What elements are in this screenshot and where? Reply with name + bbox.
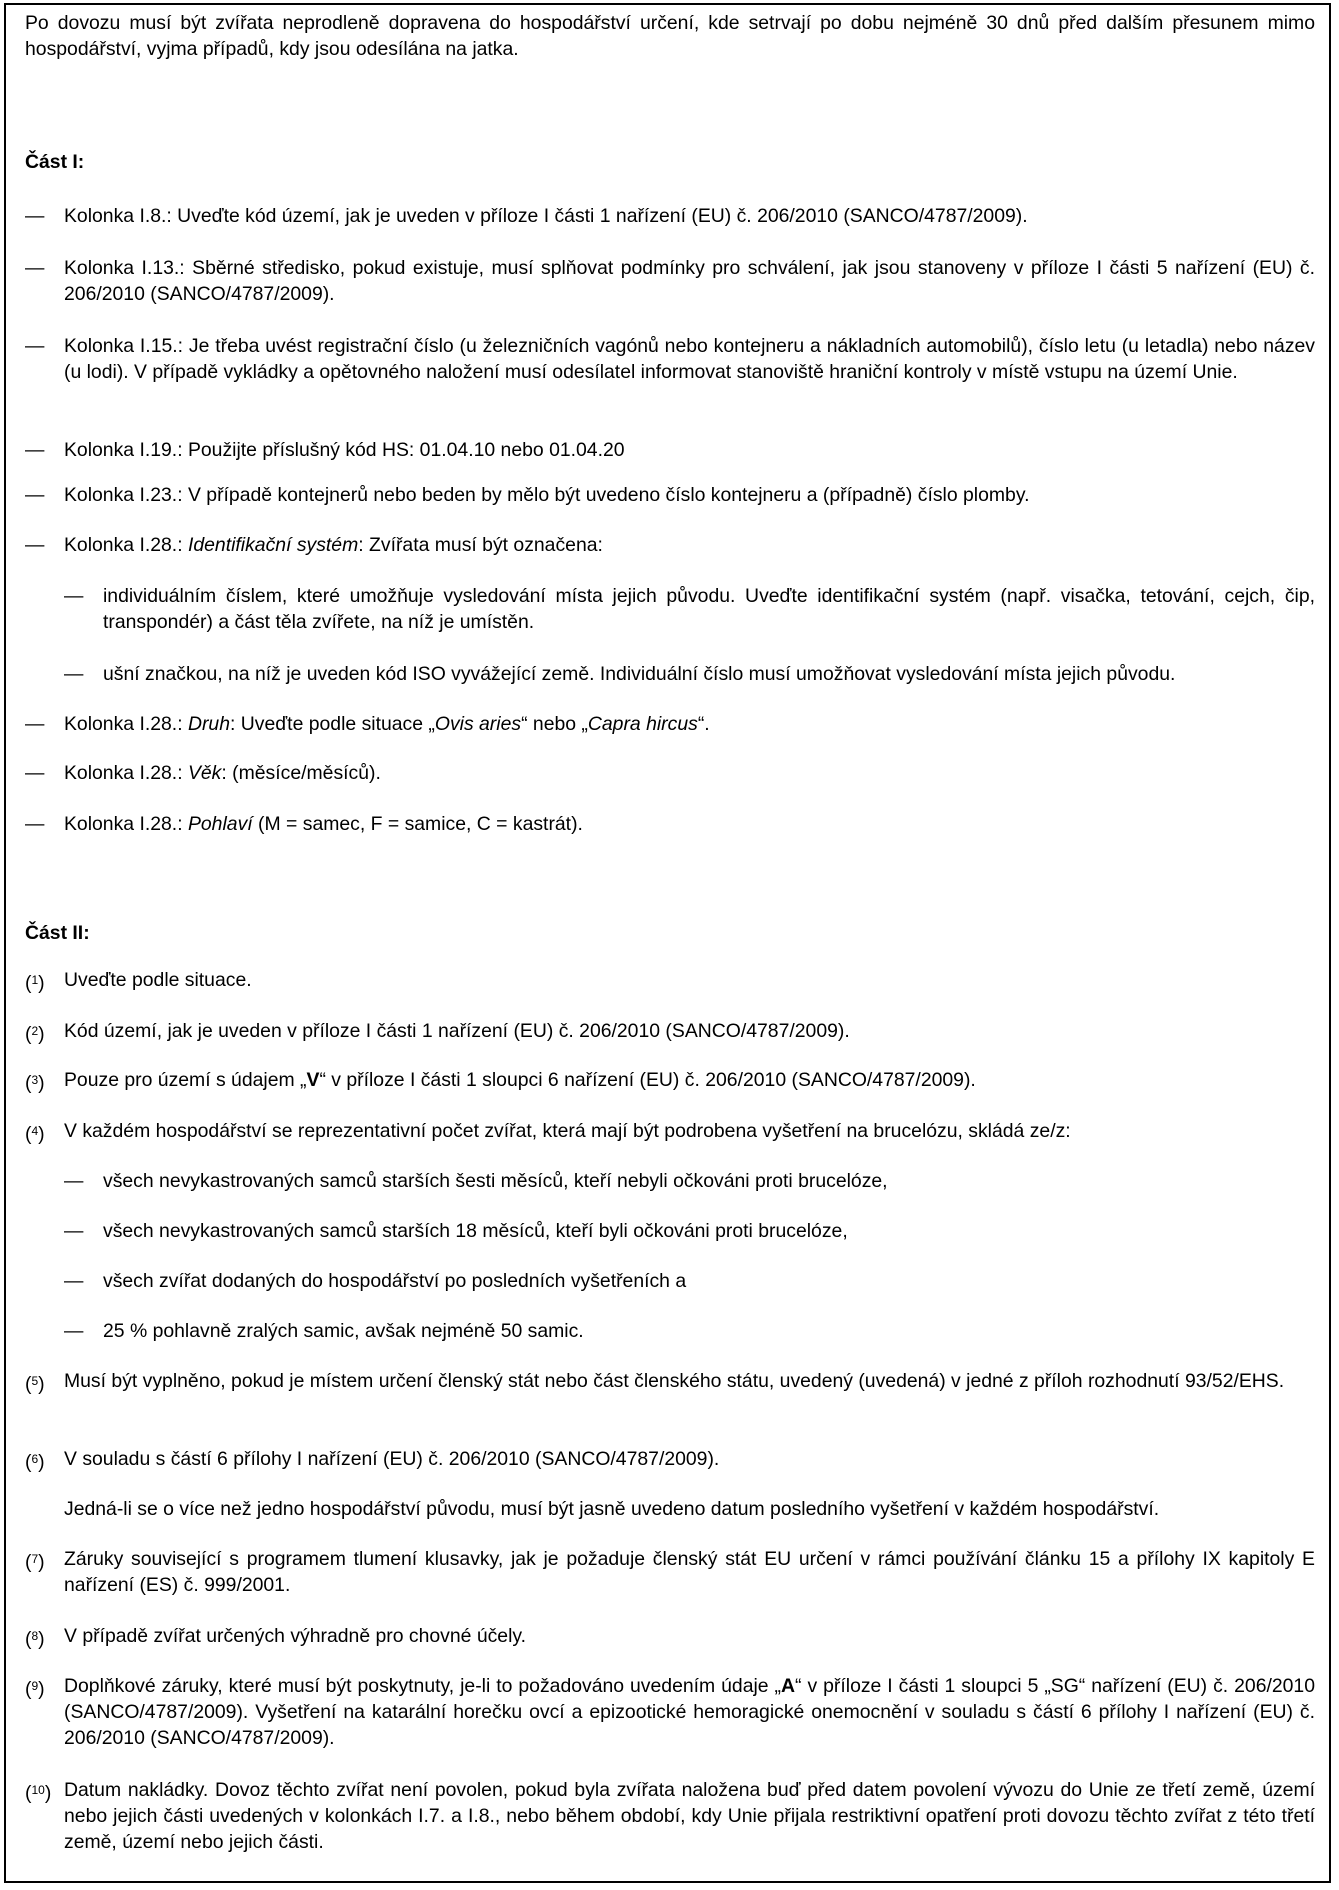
footnote-number: ($^1$) <box>25 972 45 994</box>
footnote-number: ($^2$) <box>25 1023 45 1045</box>
dash-marker: — <box>64 585 84 607</box>
dash-marker: — <box>25 534 45 556</box>
part1-item-box-i15: Kolonka I.15.: Je třeba uvést registrační číslo (u železničních vagónů nebo kontejneru a nákladních automobilů), číslo letu (u letadla) nebo název (u lodi). V případě vykládky a opětovného naložení musí odesílatel informovat stanoviště hraniční kontroly v místě vstupu na území Unie. <box>64 335 1315 383</box>
part1-item-box-i28-id: Kolonka I.28.: Identifikační systém: Zvířata musí být označena: <box>64 534 603 556</box>
dash-marker: — <box>25 205 45 227</box>
footnote-4-item: 25 % pohlavně zralých samic, avšak nejméně 50 samic. <box>103 1320 584 1342</box>
footnote-4-item: všech nevykastrovaných samců starších 18 měsíců, kteří byli očkováni proti brucelóze, <box>103 1220 848 1242</box>
footnote-number: ($^7$) <box>25 1551 45 1573</box>
footnote-number: ($^9$) <box>25 1678 45 1700</box>
part1-item-box-i23: Kolonka I.23.: V případě kontejnerů nebo beden by mělo být uvedeno číslo kontejneru a (případně) číslo plomby. <box>64 484 1030 506</box>
intro-paragraph: Po dovozu musí být zvířata neprodleně dopravena do hospodářství určení, kde setrvají po dobu nejméně 30 dnů před dalším přesunem mimo hospodářství, vyjma případů, kdy jsou odesílána na jatka. <box>25 12 1315 60</box>
footnote-3: Pouze pro území s údajem „V“ v příloze I části 1 sloupci 6 nařízení (EU) č. 206/2010 (SANCO/4787/2009). <box>64 1069 976 1091</box>
footnote-number: ($^3$) <box>25 1072 45 1094</box>
part1-item-box-i13: Kolonka I.13.: Sběrné středisko, pokud existuje, musí splňovat podmínky pro schválení, jak jsou stanoveny v příloze I části 5 nařízení (EU) č. 206/2010 (SANCO/4787/2009). <box>64 257 1315 305</box>
footnote-number: ($^6$) <box>25 1451 45 1473</box>
dash-marker: — <box>25 713 45 735</box>
part1-item-box-i8: Kolonka I.8.: Uveďte kód území, jak je uveden v příloze I části 1 nařízení (EU) č. 206/2010 (SANCO/4787/2009). <box>64 205 1028 227</box>
dash-marker: — <box>25 439 45 461</box>
part1-subitem-individual-number: individuálním číslem, které umožňuje vysledování místa jejich původu. Uveďte identifikační systém (např. visačka, tetování, cejch, čip, transpondér) a část těla zvířete, na níž je umístěn. <box>103 585 1315 633</box>
footnote-number: ($^5$) <box>25 1373 45 1395</box>
dash-marker: — <box>64 663 84 685</box>
footnote-10: Datum nakládky. Dovoz těchto zvířat není povolen, pokud byla zvířata naložena buď před datem povolení vývozu do Unie ze třetí země, území nebo jejich části uvedených v kolonkách I.7. a I.8., nebo během období, kdy Unie přijala restriktivní opatření proti dovozu těchto zvířat z této třetí země, území nebo jejich části. <box>64 1779 1315 1853</box>
footnote-6-continuation: Jedná-li se o více než jedno hospodářství původu, musí být jasně uvedeno datum posledního vyšetření v každém hospodářství. <box>64 1498 1160 1520</box>
footnote-6: V souladu s částí 6 přílohy I nařízení (EU) č. 206/2010 (SANCO/4787/2009). <box>64 1448 720 1470</box>
dash-marker: — <box>25 762 45 784</box>
part1-heading: Část I: <box>25 151 85 173</box>
dash-marker: — <box>25 335 45 357</box>
footnote-4: V každém hospodářství se reprezentativní počet zvířat, která mají být podrobena vyšetření na brucelózu, skládá ze/z: <box>64 1120 1071 1142</box>
part2-heading: Část II: <box>25 922 90 944</box>
dash-marker: — <box>64 1320 84 1342</box>
dash-marker: — <box>25 813 45 835</box>
dash-marker: — <box>25 257 45 279</box>
footnote-1: Uveďte podle situace. <box>64 969 252 991</box>
footnote-number: ($^{10}$) <box>25 1782 52 1804</box>
footnote-4-item: všech nevykastrovaných samců starších šesti měsíců, kteří nebyli očkováni proti brucelóze, <box>103 1170 888 1192</box>
part1-item-box-i28-sex: Kolonka I.28.: Pohlaví (M = samec, F = samice, C = kastrát). <box>64 813 583 835</box>
dash-marker: — <box>25 484 45 506</box>
part1-item-box-i28-age: Kolonka I.28.: Věk: (měsíce/měsíců). <box>64 762 381 784</box>
dash-marker: — <box>64 1170 84 1192</box>
dash-marker: — <box>64 1270 84 1292</box>
dash-marker: — <box>64 1220 84 1242</box>
footnote-number: ($^4$) <box>25 1123 45 1145</box>
footnote-8: V případě zvířat určených výhradně pro chovné účely. <box>64 1625 527 1647</box>
footnote-9: Doplňkové záruky, které musí být poskytnuty, je-li to požadováno uvedením údaje „A“ v příloze I části 1 sloupci 5 „SG“ nařízení (EU) č. 206/2010 (SANCO/4787/2009). Vyšetření na katarální horečku ovcí a epizootické hemoragické onemocnění v souladu s částí 6 přílohy I nařízení (EU) č. 206/2010 (SANCO/4787/2009). <box>64 1675 1315 1749</box>
part1-item-box-i19: Kolonka I.19.: Použijte příslušný kód HS: 01.04.10 nebo 01.04.20 <box>64 439 625 461</box>
part1-item-box-i28-species: Kolonka I.28.: Druh: Uveďte podle situace „Ovis aries“ nebo „Capra hircus“. <box>64 713 710 735</box>
part1-subitem-ear-tag: ušní značkou, na níž je uveden kód ISO vyvážející země. Individuální číslo musí umožňovat vysledování místa jejich původu. <box>103 663 1176 685</box>
footnote-7: Záruky související s programem tlumení klusavky, jak je požaduje členský stát EU určení v rámci používání článku 15 a přílohy IX kapitoly E nařízení (ES) č. 999/2001. <box>64 1548 1315 1596</box>
footnote-4-item: všech zvířat dodaných do hospodářství po posledních vyšetřeních a <box>103 1270 687 1292</box>
footnote-5: Musí být vyplněno, pokud je místem určení členský stát nebo část členského státu, uvedený (uvedená) v jedné z příloh rozhodnutí 93/52/EHS. <box>64 1370 1285 1392</box>
footnote-number: ($^8$) <box>25 1628 45 1650</box>
footnote-2: Kód území, jak je uveden v příloze I části 1 nařízení (EU) č. 206/2010 (SANCO/4787/2009). <box>64 1020 850 1042</box>
